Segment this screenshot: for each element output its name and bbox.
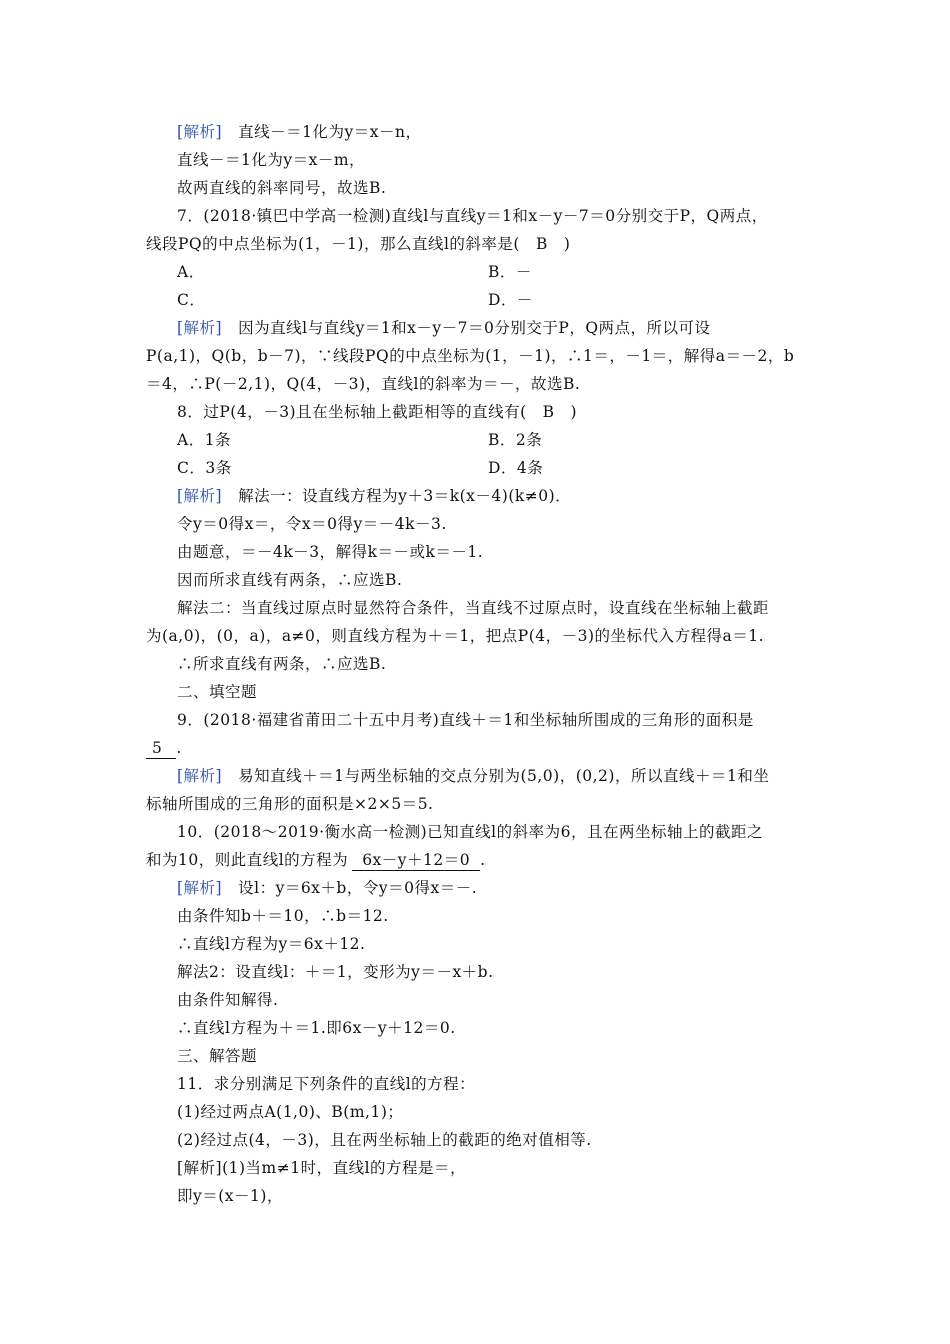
- text-line: [解析] 解法一：设直线方程为y＋3＝k(x－4)(k≠0)．: [177, 487, 572, 505]
- text-line: [解析] 易知直线＋＝1与两坐标轴的交点分别为(5,0)，(0,2)，所以直线＋＝1和坐: [177, 767, 770, 785]
- question-9: 9．(2018·福建省莆田二十五中月考)直线＋＝1和坐标轴所围成的三角形的面积是: [177, 711, 754, 729]
- text-line: 和为10，则此直线l的方程为 6x－y＋12＝0 .: [146, 851, 486, 869]
- text-line: P(a,1)，Q(b，b－7)，∵线段PQ的中点坐标为(1，－1)，∴1＝，－1＝，解得a＝－2，b: [146, 347, 795, 365]
- text-line: 标轴所围成的三角形的面积是×2×5＝5.: [146, 795, 434, 813]
- analysis-tag: [解析]: [177, 319, 223, 337]
- text-line: ＝4，∴P(－2,1)，Q(4，－3)，直线l的斜率为＝－，故选B.: [146, 375, 581, 393]
- text-line: [解析] 因为直线l与直线y＝1和x－y－7＝0分别交于P，Q两点，所以可设: [177, 319, 711, 337]
- text-line: ∴直线l方程为＋＝1.即6x－y＋12＝0.: [177, 1019, 456, 1037]
- section-heading-fill-blank: 二、填空题: [177, 683, 258, 701]
- analysis-tag: [解析]: [177, 487, 223, 505]
- answer-blank: 5 .: [146, 738, 182, 759]
- option-d: D．－: [488, 291, 533, 309]
- text-line: [解析](1)当m≠1时，直线l的方程是＝，: [177, 1159, 467, 1177]
- text-line: 因而所求直线有两条，∴应选B.: [177, 571, 403, 589]
- text-line: [解析] 直线－＝1化为y＝x－n，: [177, 123, 422, 141]
- analysis-tag: [解析]: [177, 879, 223, 897]
- option-c: C．3条: [177, 459, 232, 477]
- text-line: 由题意，＝－4k－3，解得k＝－或k＝－1.: [177, 543, 484, 561]
- text-line: (2)经过点(4，－3)，且在两坐标轴上的截距的绝对值相等.: [177, 1131, 592, 1149]
- question-7: 7．(2018·镇巴中学高一检测)直线l与直线y＝1和x－y－7＝0分别交于P，Q两点，: [177, 207, 768, 225]
- option-d: D．4条: [488, 459, 544, 477]
- text-line: (1)经过两点A(1,0)、B(m,1)；: [177, 1103, 404, 1121]
- text-line: 由条件知解得.: [177, 991, 279, 1009]
- section-heading-solve: 三、解答题: [177, 1047, 258, 1065]
- text-line: 由条件知b＋＝10，∴b＝12.: [177, 907, 389, 925]
- text-line: ∴直线l方程为y＝6x＋12.: [177, 935, 366, 953]
- answer-9: 5: [146, 738, 176, 759]
- text-line: 线段PQ的中点坐标为(1，－1)，那么直线l的斜率是( B ): [146, 235, 571, 253]
- analysis-tag: [解析]: [177, 767, 223, 785]
- question-8: 8．过P(4，－3)且在坐标轴上截距相等的直线有( B ): [177, 403, 578, 421]
- option-c: C．: [177, 291, 206, 309]
- text-line: [解析] 设l：y＝6x＋b，令y＝0得x＝－.: [177, 879, 478, 897]
- analysis-tag: [解析]: [177, 123, 223, 141]
- text-line: ∴所求直线有两条，∴应选B.: [177, 655, 387, 673]
- question-10: 10．(2018～2019·衡水高一检测)已知直线l的斜率为6，且在两坐标轴上的截距之: [177, 823, 763, 841]
- text-line: 解法2：设直线l：＋＝1，变形为y＝－x＋b.: [177, 963, 494, 981]
- text-line: 故两直线的斜率同号，故选B.: [177, 179, 387, 197]
- option-a: A．1条: [177, 431, 232, 449]
- answer-10: 6x－y＋12＝0: [352, 850, 480, 871]
- text-line: 令y＝0得x＝，令x＝0得y＝－4k－3.: [177, 515, 447, 533]
- text-line: 即y＝(x－1)，: [177, 1187, 283, 1205]
- text-line: 直线－＝1化为y＝x－m，: [177, 151, 366, 169]
- option-b: B．－: [488, 263, 532, 281]
- option-b: B．2条: [488, 431, 543, 449]
- question-11: 11．求分别满足下列条件的直线l的方程：: [177, 1075, 476, 1093]
- text-line: 解法二：当直线过原点时显然符合条件，当直线不过原点时，设直线在坐标轴上截距: [177, 599, 770, 617]
- option-a: A．: [177, 263, 205, 281]
- text-line: 为(a,0)，(0，a)，a≠0，则直线方程为＋＝1，把点P(4，－3)的坐标代入方程得a＝1.: [146, 627, 765, 645]
